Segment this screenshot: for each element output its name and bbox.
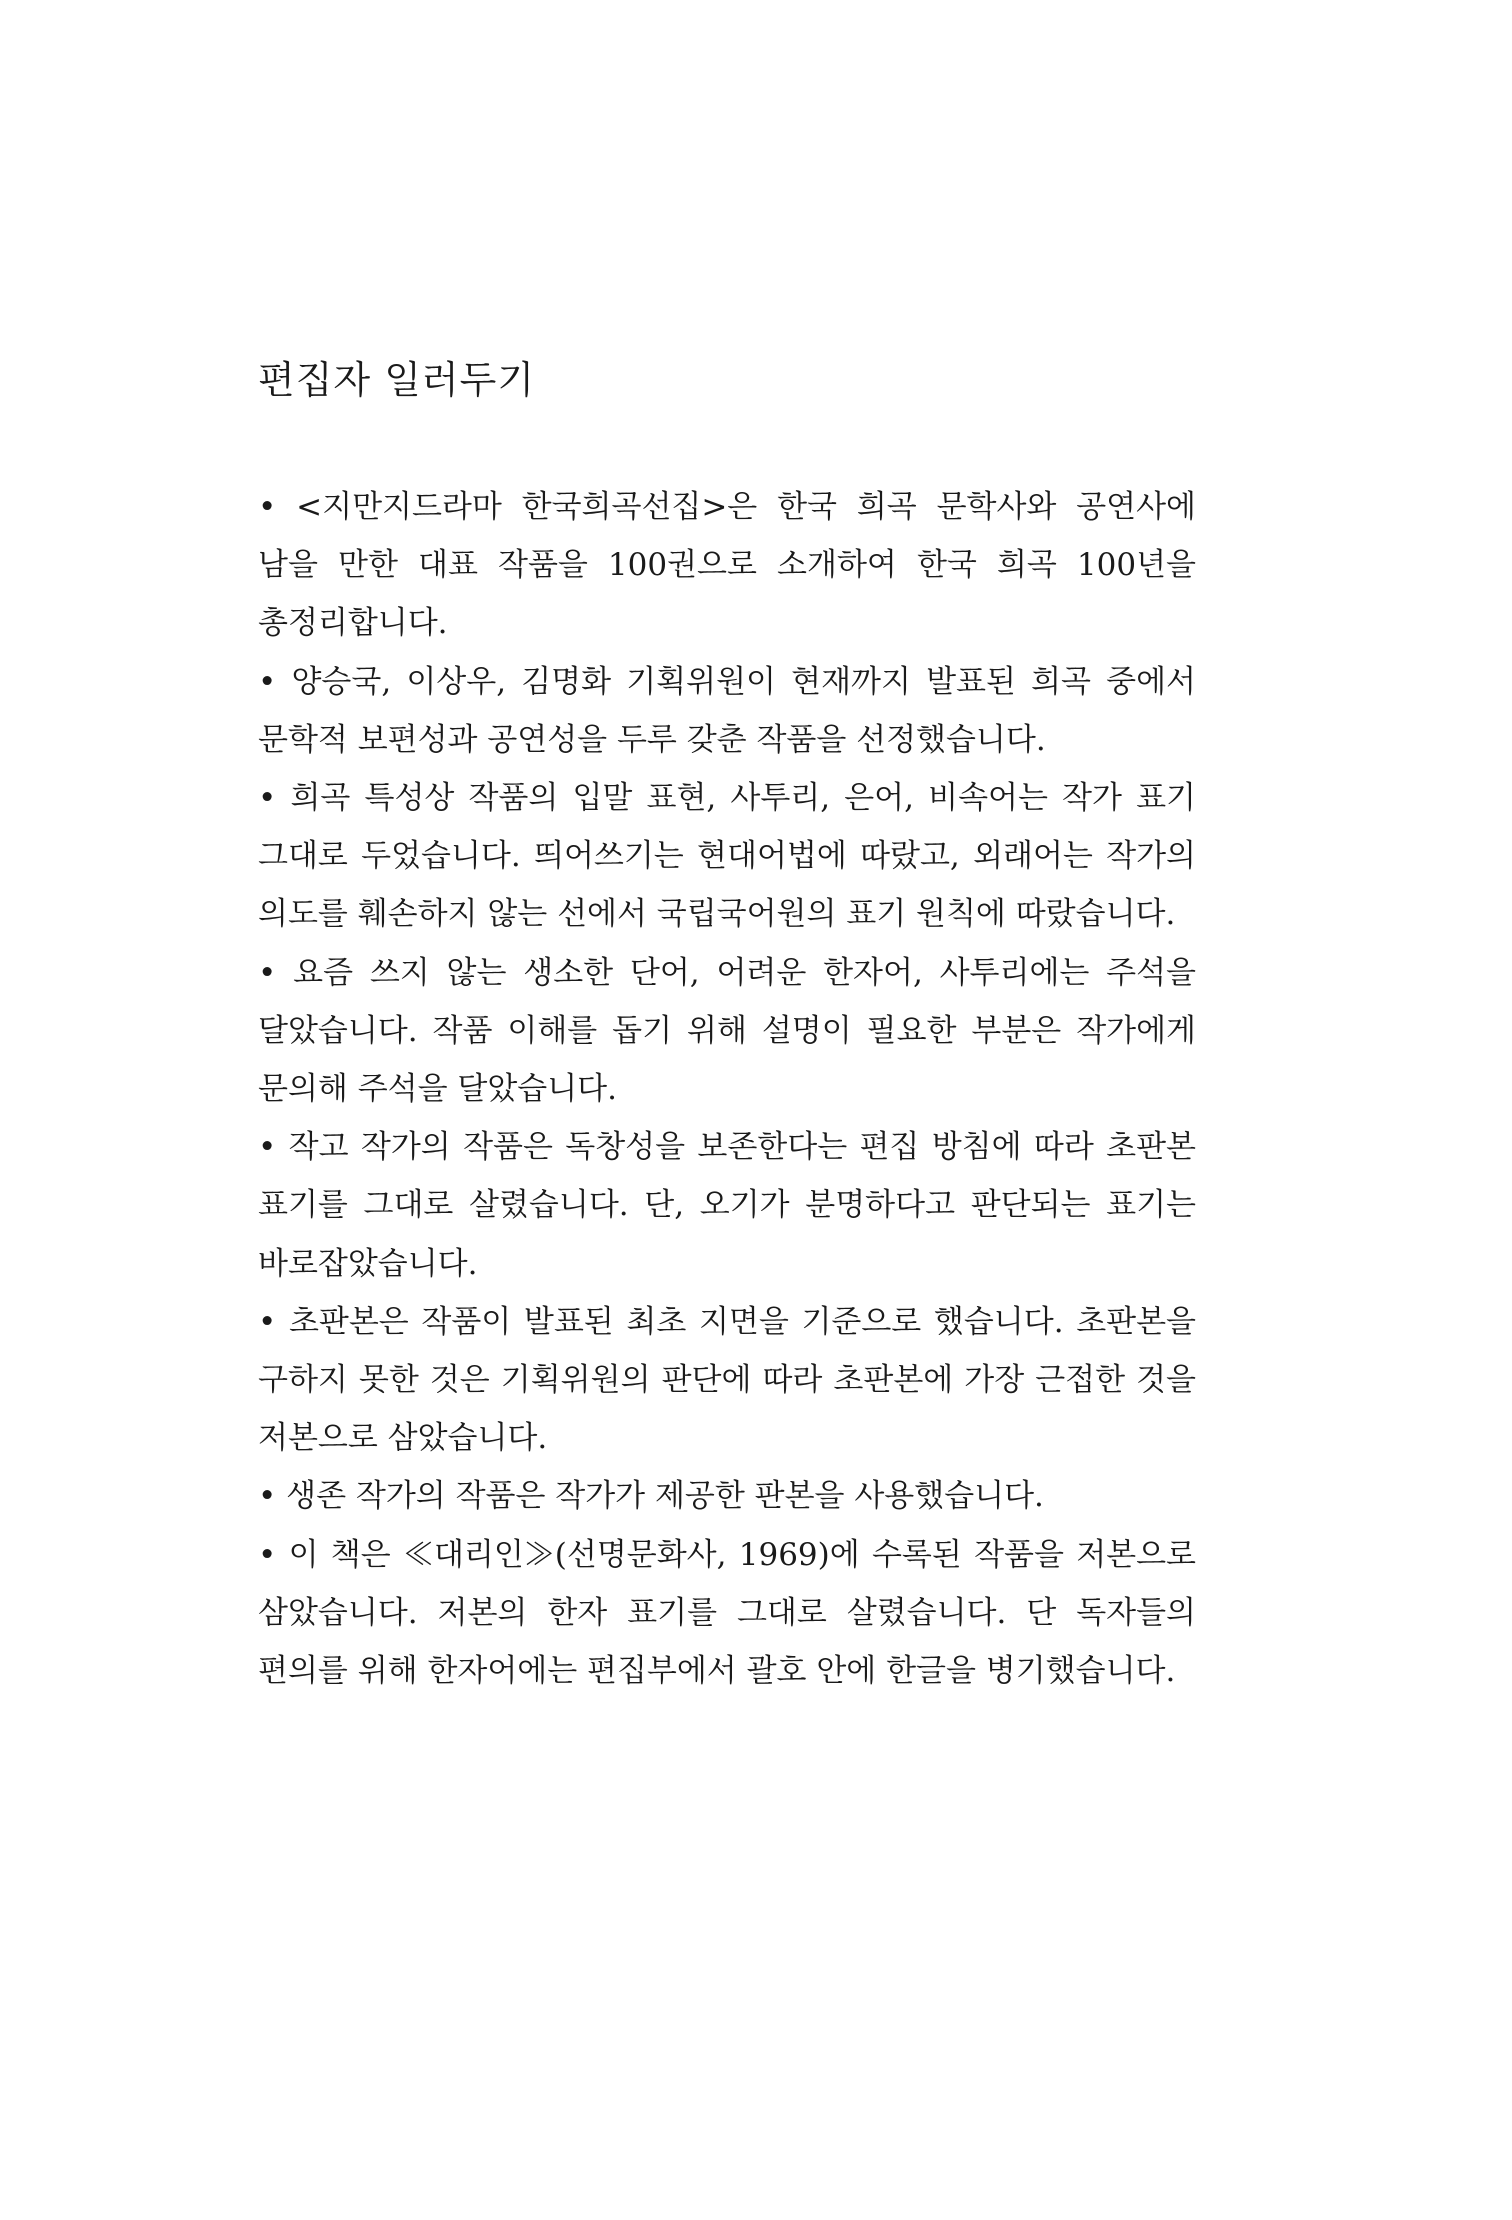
note-text: 생존 작가의 작품은 작가가 제공한 판본을 사용했습니다. [286, 1478, 1044, 1515]
note-text: 양승국, 이상우, 김명화 기획위원이 현재까지 발표된 희곡 중에서 문학적 보편성과 공연성을 두루 갖춘 작품을 선정했습니다. [258, 663, 1197, 758]
note-item [258, 478, 1196, 653]
note-item [258, 944, 1196, 1119]
note-text: 작고 작가의 작품은 독창성을 보존한다는 편집 방침에 따라 초판본 표기를 그대로 살렸습니다. 단, 오기가 분명하다고 판단되는 표기는 바로잡았습니다. [258, 1129, 1196, 1282]
bullet-icon: • [258, 1129, 277, 1166]
bullet-icon: • [258, 780, 277, 817]
bullet-icon: • [258, 1478, 277, 1515]
bullet-icon: • [258, 1303, 277, 1340]
page-title: 편집자 일러두기 [258, 358, 536, 402]
editorial-notes-list [258, 478, 1196, 1700]
note-item [258, 1467, 1196, 1525]
note-item [258, 653, 1196, 769]
note-text: 초판본은 작품이 발표된 최초 지면을 기준으로 했습니다. 초판본을 구하지 못한 것은 기획위원의 판단에 따라 초판본에 가장 근접한 것을 저본으로 삼았습니다. [258, 1303, 1197, 1457]
bullet-icon: • [258, 663, 277, 700]
note-text: 이 책은 ≪대리인≫(선명문화사, 1969)에 수록된 작품을 저본으로 삼았습니다. 저본의 한자 표기를 그대로 살렸습니다. 단 독자들의 편의를 위해 한자어에는 편집부에서 괄호 안에 한글을 병기했습니다. [258, 1536, 1196, 1690]
note-text: 요즘 쓰지 않는 생소한 단어, 어려운 한자어, 사투리에는 주석을 달았습니다. 작품 이해를 돕기 위해 설명이 필요한 부분은 작가에게 문의해 주석을 달았습니다. [258, 954, 1196, 1108]
note-item [258, 1118, 1196, 1293]
note-item [258, 1293, 1196, 1468]
note-item [258, 769, 1196, 944]
bullet-icon: • [258, 1536, 277, 1573]
note-item [258, 1526, 1196, 1701]
note-text: 희곡 특성상 작품의 입말 표현, 사투리, 은어, 비속어는 작가 표기 그대로 두었습니다. 띄어쓰기는 현대어법에 따랐고, 외래어는 작가의 의도를 훼손하지 않는 선에서 국립국어원의 표기 원칙에 따랐습니다. [258, 780, 1196, 933]
bullet-icon: • [258, 954, 277, 991]
bullet-icon: • [258, 489, 277, 525]
note-text: <지만지드라마 한국희곡선집>은 한국 희곡 문학사와 공연사에 남을 만한 대표 작품을 100권으로 소개하여 한국 희곡 100년을 총정리합니다. [258, 489, 1196, 642]
